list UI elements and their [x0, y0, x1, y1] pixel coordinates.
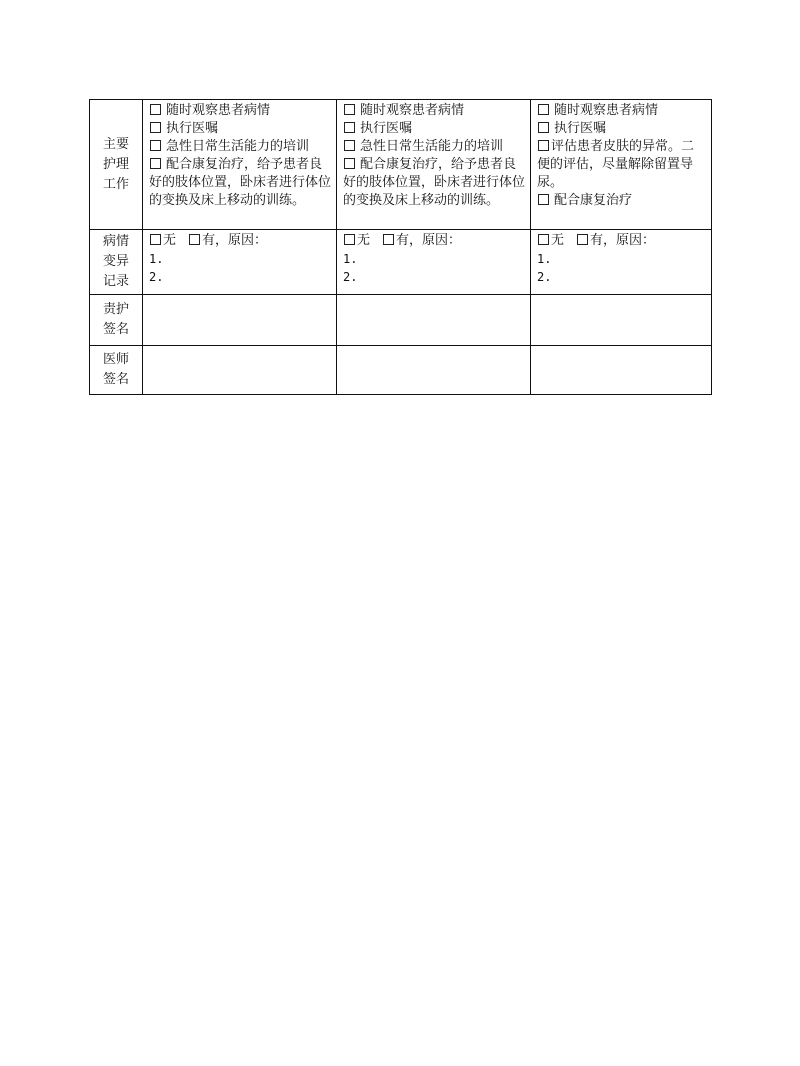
has-variance-label: 有，原因： — [396, 233, 462, 248]
nursing-pathway-table — [89, 99, 712, 395]
task-item — [537, 120, 706, 138]
row-header-line: 护理 — [102, 156, 129, 172]
task-text: 随时观察患者病情 — [166, 103, 271, 118]
has-variance-checkbox[interactable] — [383, 234, 394, 245]
task-text: 随时观察患者病情 — [554, 103, 659, 118]
checkbox[interactable] — [344, 140, 355, 151]
change-record-header — [90, 230, 143, 295]
row-header-line: 记录 — [102, 274, 129, 289]
no-variance-checkbox[interactable] — [538, 234, 549, 245]
task-item — [149, 156, 331, 210]
row-header-line: 变异 — [102, 254, 129, 269]
main-work-cell-3 — [531, 100, 712, 230]
checkbox[interactable] — [150, 158, 161, 169]
checkbox[interactable] — [538, 140, 549, 151]
checkbox[interactable] — [538, 104, 549, 115]
row-header-line: 医师 — [102, 352, 129, 367]
doctor-signature-row — [90, 346, 712, 395]
variance-options — [537, 232, 706, 250]
task-text: 配合康复治疗 — [554, 193, 633, 208]
task-text: 执行医嘱 — [166, 121, 219, 136]
reason-item-2[interactable]: 2. — [537, 270, 552, 284]
task-item — [343, 138, 525, 156]
has-variance-label: 有，原因： — [202, 233, 268, 248]
change-record-cell-1 — [143, 230, 337, 295]
no-variance-label: 无 — [163, 233, 177, 248]
task-item — [537, 102, 706, 120]
variance-options — [343, 232, 525, 250]
row-header-line: 责护 — [102, 302, 129, 317]
nurse-signature-field[interactable] — [337, 295, 531, 346]
task-item — [149, 102, 331, 120]
checkbox[interactable] — [538, 122, 549, 133]
task-text: 配合康复治疗，给予患者良好的肢体位置，卧床者进行体位的变换及床上移动的训练。 — [149, 157, 332, 208]
nurse-signature-field[interactable] — [143, 295, 337, 346]
task-item — [149, 120, 331, 138]
checkbox[interactable] — [538, 194, 549, 205]
task-item — [537, 138, 706, 192]
task-text: 执行医嘱 — [360, 121, 413, 136]
row-header-line: 签名 — [102, 372, 129, 387]
main-work-header — [90, 100, 143, 230]
reason-item-2[interactable]: 2. — [149, 270, 164, 284]
change-record-row — [90, 230, 712, 295]
task-text: 急性日常生活能力的培训 — [360, 139, 504, 154]
has-variance-label: 有，原因： — [590, 233, 656, 248]
task-item — [537, 192, 706, 210]
main-work-cell-2 — [337, 100, 531, 230]
task-text: 急性日常生活能力的培训 — [166, 139, 310, 154]
row-header-line: 病情 — [102, 234, 129, 249]
no-variance-label: 无 — [551, 233, 565, 248]
reason-item-1[interactable]: 1. — [149, 252, 164, 266]
row-header-line: 主要 — [102, 136, 129, 152]
has-variance-checkbox[interactable] — [189, 234, 200, 245]
reason-item-1[interactable]: 1. — [343, 252, 358, 266]
doctor-signature-field[interactable] — [337, 346, 531, 395]
doctor-signature-field[interactable] — [143, 346, 337, 395]
task-item — [343, 120, 525, 138]
no-variance-label: 无 — [357, 233, 371, 248]
task-text: 执行医嘱 — [554, 121, 607, 136]
variance-options — [149, 232, 331, 250]
task-text: 配合康复治疗，给予患者良好的肢体位置，卧床者进行体位的变换及床上移动的训练。 — [343, 157, 526, 208]
change-record-cell-2 — [337, 230, 531, 295]
checkbox[interactable] — [344, 104, 355, 115]
task-text: 评估患者皮肤的异常。二便的评估，尽量解除留置导尿。 — [537, 139, 695, 190]
checkbox[interactable] — [150, 140, 161, 151]
no-variance-checkbox[interactable] — [344, 234, 355, 245]
reason-item-1[interactable]: 1. — [537, 252, 552, 266]
row-header-line: 签名 — [102, 322, 129, 337]
no-variance-checkbox[interactable] — [150, 234, 161, 245]
nurse-signature-field[interactable] — [531, 295, 712, 346]
task-item — [149, 138, 331, 156]
task-text: 随时观察患者病情 — [360, 103, 465, 118]
main-work-row — [90, 100, 712, 230]
checkbox[interactable] — [150, 104, 161, 115]
doctor-signature-header — [90, 346, 143, 395]
checkbox[interactable] — [150, 122, 161, 133]
nurse-signature-row — [90, 295, 712, 346]
change-record-cell-3 — [531, 230, 712, 295]
task-item — [343, 102, 525, 120]
main-work-cell-1 — [143, 100, 337, 230]
row-header-line: 工作 — [102, 176, 129, 192]
has-variance-checkbox[interactable] — [577, 234, 588, 245]
reason-item-2[interactable]: 2. — [343, 270, 358, 284]
task-item — [343, 156, 525, 210]
checkbox[interactable] — [344, 158, 355, 169]
checkbox[interactable] — [344, 122, 355, 133]
nurse-signature-header — [90, 295, 143, 346]
doctor-signature-field[interactable] — [531, 346, 712, 395]
